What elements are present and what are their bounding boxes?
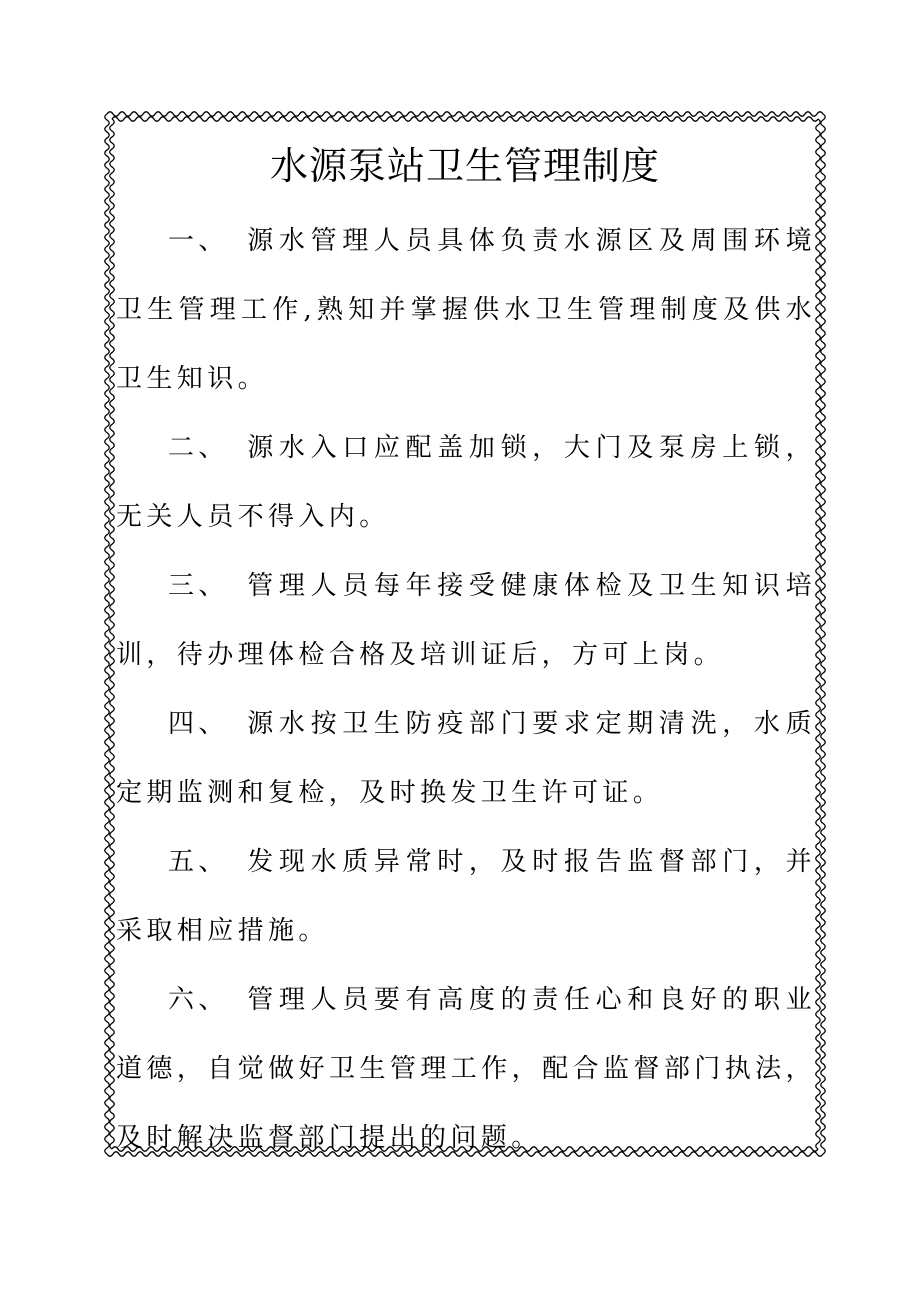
clause-text: 源水按卫生防疫部门要求定期清洗，水质定期监测和复检，及时换发卫生许可证。 (116, 709, 816, 808)
clause-number: 五、 (168, 847, 229, 877)
clause-text: 管理人员要有高度的责任心和良好的职业道德，自觉做好卫生管理工作，配合监督部门执法，及时解决监督部门提出的问题。 (116, 985, 816, 1153)
document-title: 水源泵站卫生管理制度 (269, 144, 660, 188)
clause-6 (116, 966, 816, 1173)
document-body (116, 207, 816, 1173)
clause-2 (116, 414, 816, 552)
clause-number: 三、 (168, 571, 229, 601)
clause-number: 四、 (168, 709, 229, 739)
clause-5 (116, 828, 816, 966)
clause-1 (116, 207, 816, 414)
clause-text: 管理人员每年接受健康体检及卫生知识培训，待办理体检合格及培训证后，方可上岗。 (116, 571, 816, 670)
clause-3 (116, 552, 816, 690)
clause-number: 六、 (168, 985, 229, 1015)
clause-number: 一、 (168, 226, 229, 256)
clause-text: 源水入口应配盖加锁，大门及泵房上锁，无关人员不得入内。 (116, 433, 816, 532)
clause-text: 源水管理人员具体负责水源区及周围环境卫生管理工作,熟知并掌握供水卫生管理制度及供水卫生知识。 (116, 226, 816, 394)
clause-text: 发现水质异常时，及时报告监督部门，并采取相应措施。 (116, 847, 816, 946)
clause-number: 二、 (168, 433, 229, 463)
clause-4 (116, 690, 816, 828)
